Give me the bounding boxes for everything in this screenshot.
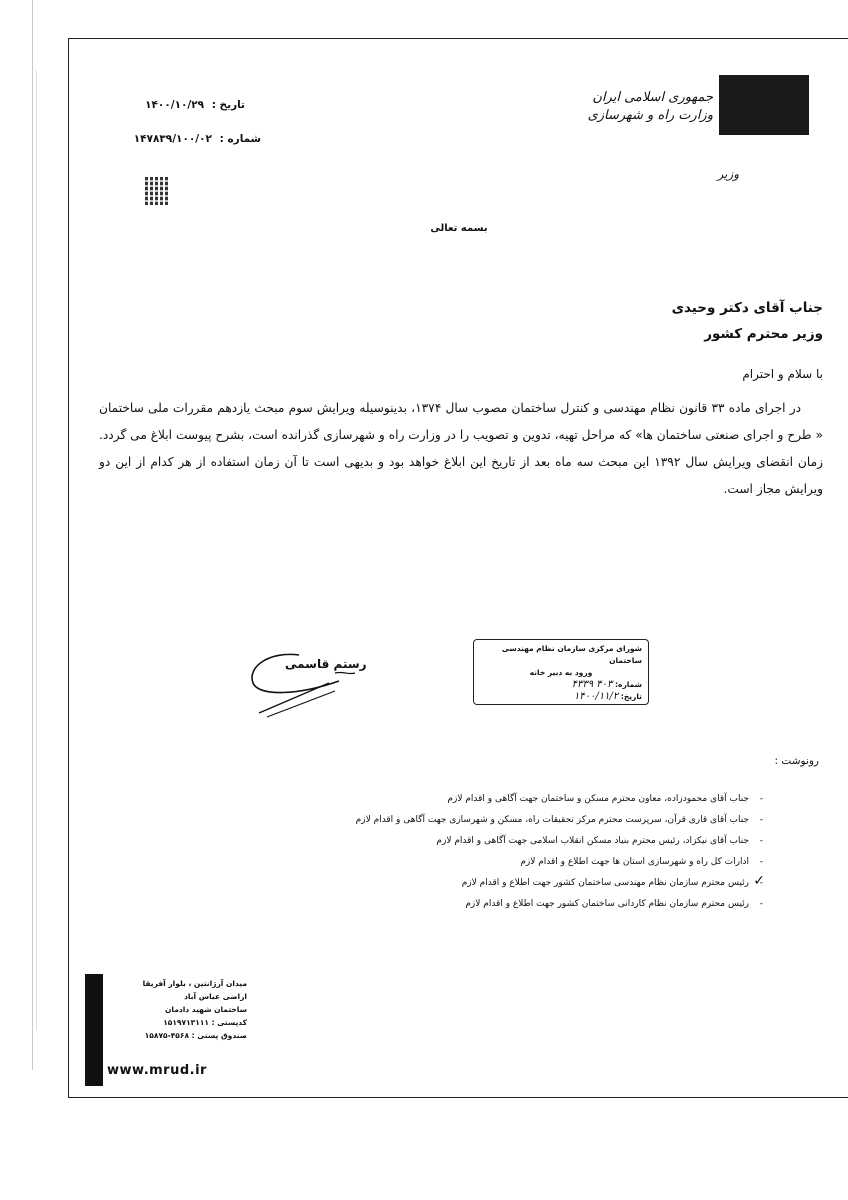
- scan-edge-line: [32, 0, 33, 1070]
- footer-po-box: صندوق پستی : ۴۵۶۸-۱۵۸۷۵: [144, 1031, 247, 1040]
- addressee: [672, 295, 823, 347]
- cc-item: - ادارات کل راه و شهرسازی استان ها جهت اطلاع و اقدام لازم: [143, 852, 763, 873]
- scan-edge-line-2: [36, 70, 37, 1030]
- cc-title: رونوشت :: [774, 755, 819, 767]
- cc-item: - جناب آقای نیکزاد، رئیس محترم بنیاد مسکن انقلاب اسلامی جهت آگاهی و اقدام لازم: [143, 831, 763, 852]
- signature: [239, 637, 389, 719]
- cc-item: - جناب آقای قاری قرآن، سرپرست محترم مرکز تحقیقات راه، مسکن و شهرسازی جهت آگاهی و اقدام لازم: [143, 810, 763, 831]
- cc-item: - جناب آقای محمودزاده، معاون محترم مسکن و ساختمان جهت آگاهی و اقدام لازم: [143, 789, 763, 810]
- signer-name: رستم قاسمی: [285, 657, 367, 671]
- basmala: بسمه تعالی: [430, 223, 488, 234]
- stamp-date-label: تاریخ:: [620, 692, 642, 701]
- footer-address-3: ساختمان شهید دادمان: [165, 1005, 247, 1014]
- gov-line-2: وزارت راه و شهرسازی: [587, 108, 713, 123]
- footer-address-2: اراضی عباس آباد: [184, 992, 247, 1001]
- letter-page: [68, 38, 848, 1098]
- footer-address: [107, 977, 247, 1042]
- government-title: [588, 89, 713, 125]
- cc-item: [143, 873, 763, 894]
- cc-list: [143, 789, 763, 915]
- addressee-name: جناب آقای دکتر وحیدی: [671, 300, 823, 316]
- footer-website-link[interactable]: www.mrud.ir: [107, 1063, 207, 1078]
- date-label: تاریخ :: [211, 99, 245, 111]
- stamp-entry: ورود به دبیر خانه: [529, 668, 593, 677]
- stamp-date-value: ۱۴۰۰/۱۱/۲: [573, 691, 619, 702]
- date-value: ۱۴۰۰/۱۰/۲۹: [145, 99, 205, 111]
- number-row: [61, 133, 261, 145]
- stamp-org: شورای مرکزی سازمان نظام مهندسی ساختمان: [501, 644, 642, 665]
- letter-body: [99, 395, 823, 503]
- stamp-number-row: [480, 679, 642, 691]
- gov-line-1: جمهوری اسلامی ایران: [592, 90, 713, 105]
- cc-item: - رئیس محترم سازمان نظام کاردانی ساختمان کشور جهت اطلاع و اقدام لازم: [143, 894, 763, 915]
- receipt-stamp: [473, 639, 649, 705]
- qr-code: [145, 177, 169, 205]
- signature-scribble: [239, 637, 389, 719]
- letterhead: [581, 75, 809, 181]
- emblem-redacted: [719, 75, 809, 135]
- number-label: شماره :: [219, 133, 261, 145]
- greeting: با سلام و احترام: [742, 367, 823, 381]
- stamp-number-value: ۴۰۳ ۴۳۳۹: [571, 679, 613, 690]
- body-paragraph: در اجرای ماده ۳۳ قانون نظام مهندسی و کنترل ساختمان مصوب سال ۱۳۷۴، بدینوسیله ویرایش سوم مبحث یازدهم مقررات ملی ساختمان « طرح و اجرای صنعتی ساختمان ها» که مراحل تهیه، تدوین و تصویب را در وزارت راه و شهرسازی گذرانده است، بشرح پیوست ابلاغ می گردد. زمان انقضای ویرایش سال ۱۳۹۲ این مبحث سه ماه بعد از تاریخ این ابلاغ خواهد بود و بدیهی است تا آن زمان استفاده از هر کدام از این دو ویرایش مجاز است.: [99, 401, 824, 496]
- footer-bar: [85, 974, 103, 1086]
- cc-item-text: رئیس محترم سازمان نظام مهندسی ساختمان کشور جهت اطلاع و اقدام لازم: [461, 878, 749, 888]
- stamp-number-label: شماره:: [615, 680, 642, 689]
- footer-postal-code: کدپستی : ۱۵۱۹۷۱۳۱۱۱: [163, 1018, 247, 1027]
- addressee-title: وزیر محترم کشور: [704, 326, 823, 342]
- checkmark-icon: - ✓: [753, 873, 765, 889]
- date-row: [45, 99, 245, 111]
- stamp-date-row: [480, 691, 642, 703]
- minister-label: وزیر: [717, 167, 739, 181]
- footer-address-1: میدان آرژانتین ، بلوار آفریقا: [142, 979, 247, 988]
- number-value: ۱۴۷۸۳۹/۱۰۰/۰۲: [133, 133, 212, 145]
